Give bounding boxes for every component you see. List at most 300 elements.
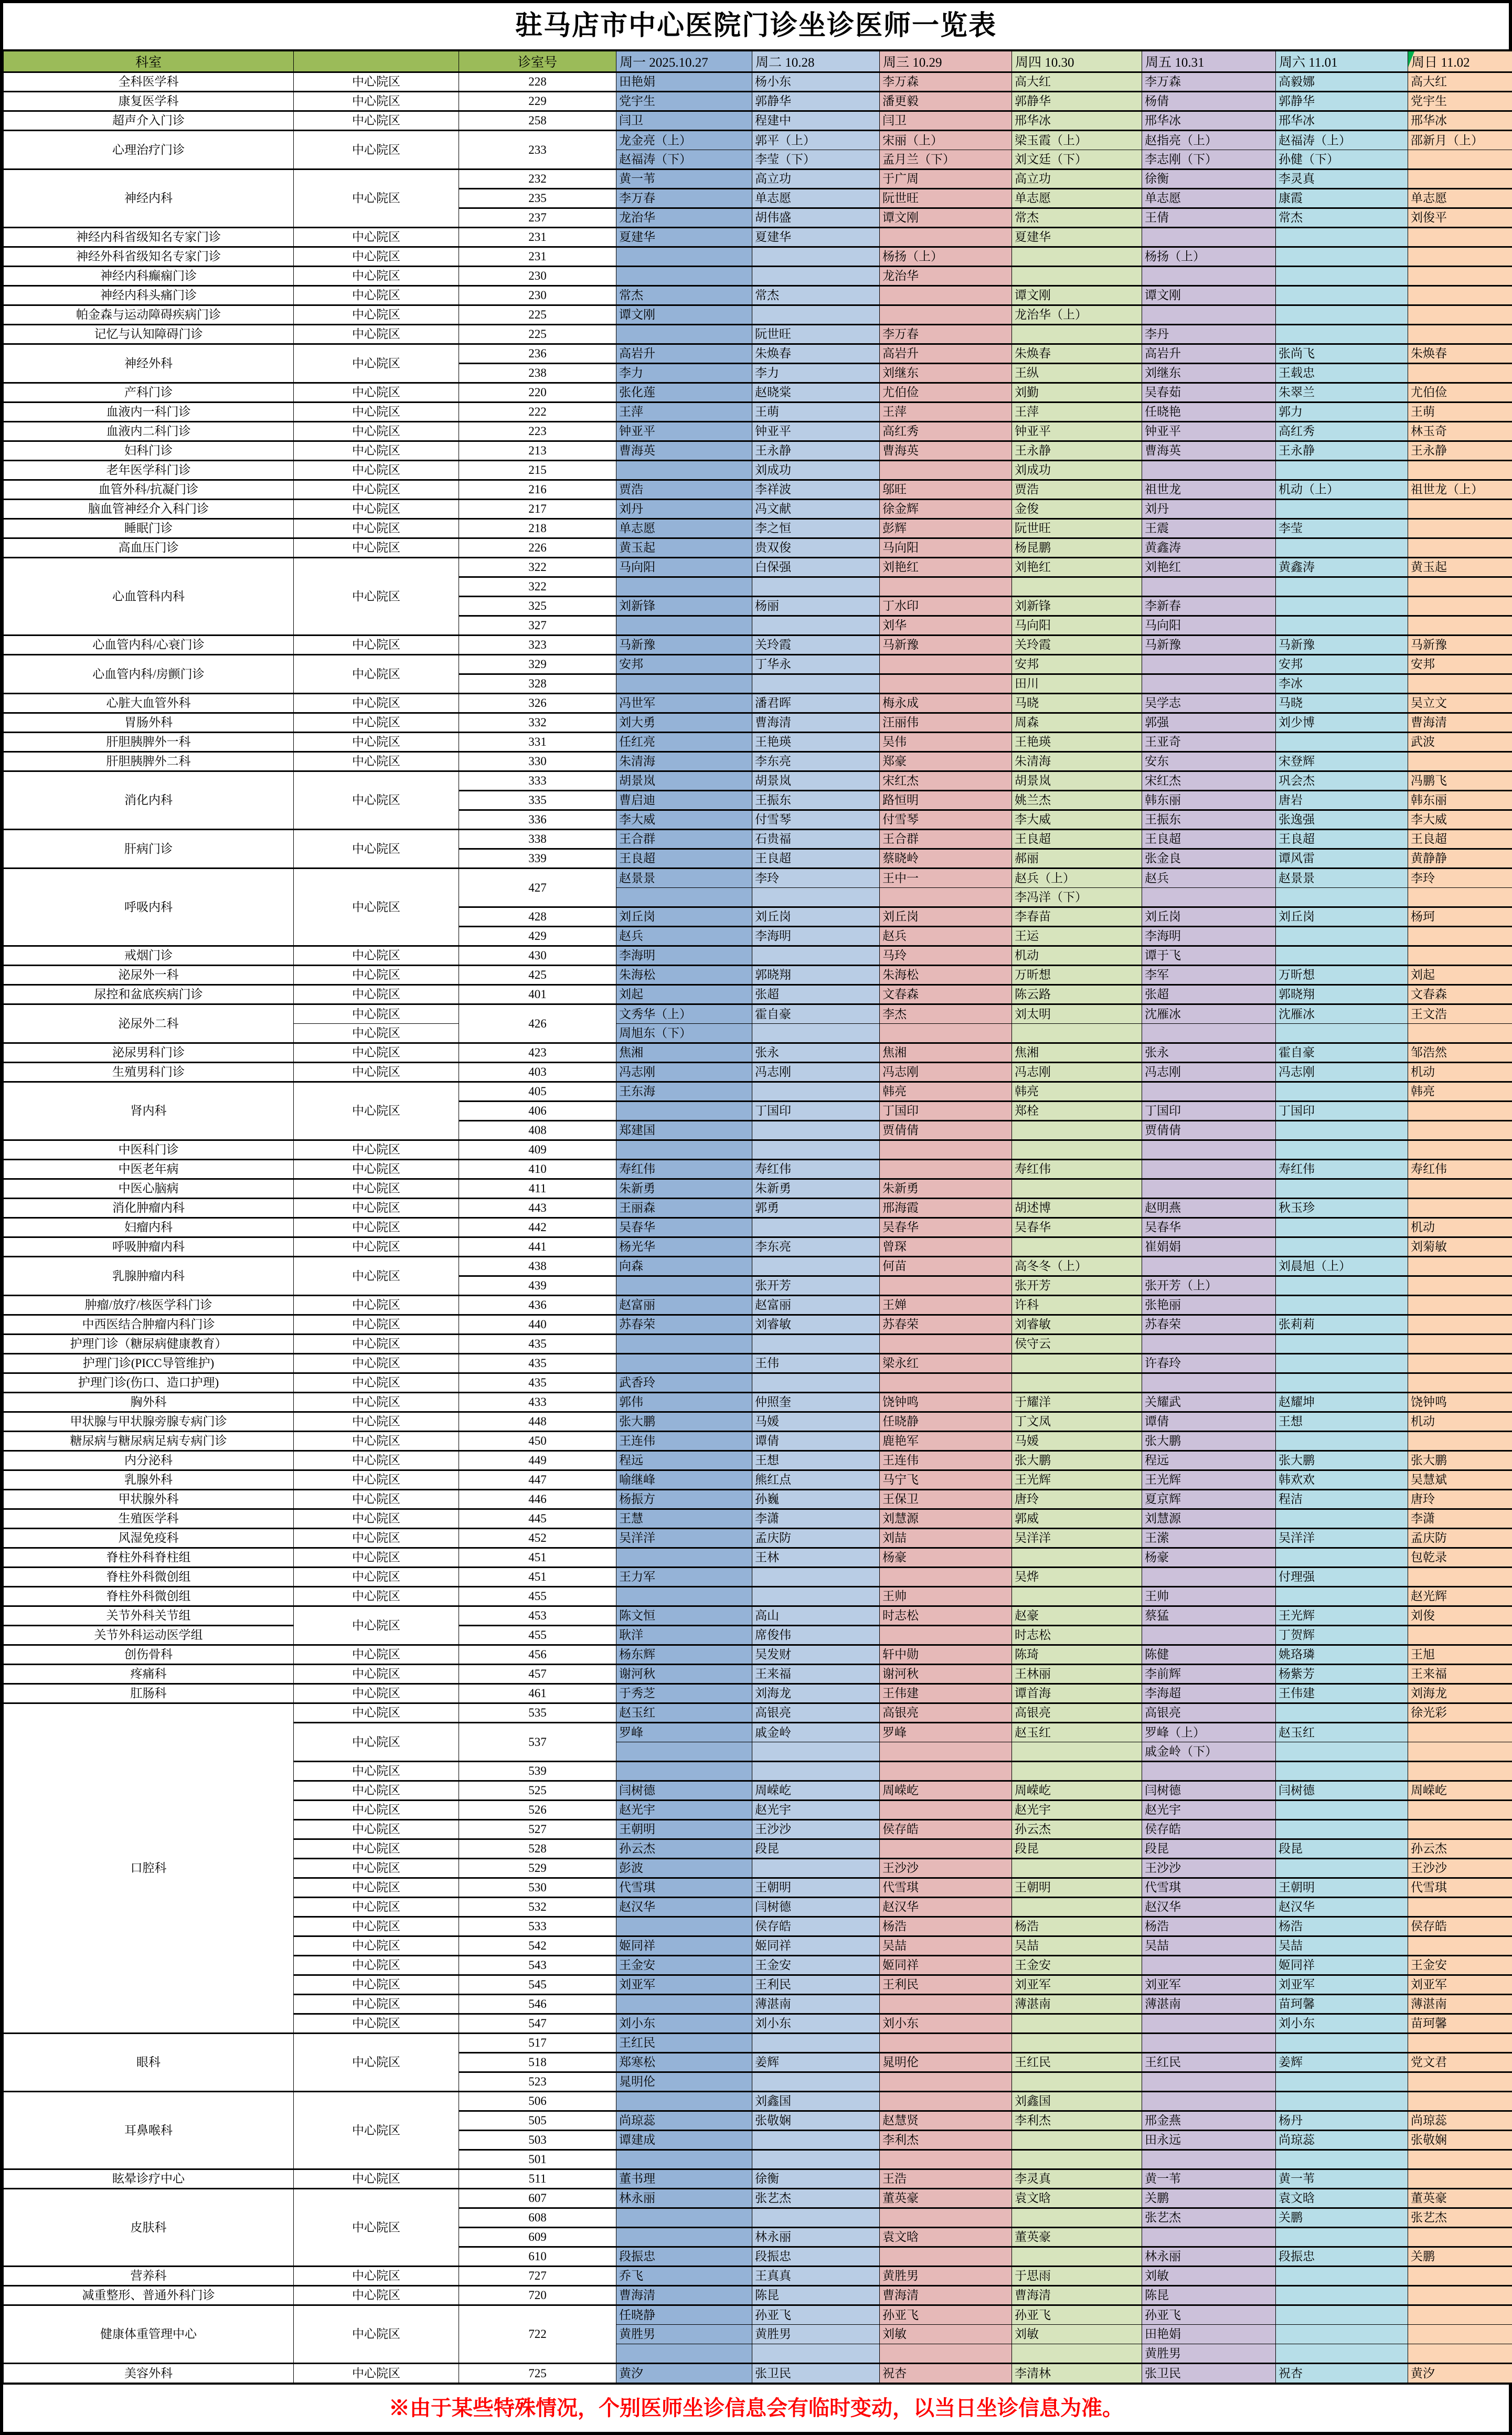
- dept-cell: 记忆与认知障碍门诊: [4, 325, 294, 344]
- schedule-cell: 李之恒: [752, 519, 880, 538]
- schedule-cell: 祝杏: [880, 2364, 1012, 2383]
- schedule-cell: 程远: [1142, 1451, 1276, 1470]
- schedule-cell: 吴洋洋: [1012, 1529, 1142, 1548]
- room-cell: 213: [459, 441, 616, 461]
- table-row: [4, 1004, 1512, 1024]
- schedule-cell: 尚琼蕊: [1276, 2131, 1408, 2150]
- schedule-cell: [616, 1587, 752, 1606]
- schedule-cell: 王倩: [1142, 208, 1276, 228]
- table-row: [4, 1218, 1512, 1237]
- schedule-cell: 尚琼蕊: [1408, 2111, 1512, 2131]
- dept-cell: 血液内二科门诊: [4, 422, 294, 441]
- schedule-cell: 吴喆: [1012, 1936, 1142, 1956]
- room-cell: 539: [459, 1762, 616, 1781]
- schedule-cell: [1276, 1296, 1408, 1315]
- schedule-cell: 高大红: [1408, 72, 1512, 92]
- schedule-cell: [1408, 2092, 1512, 2111]
- table-row: [4, 1237, 1512, 1257]
- schedule-cell: 陈云路: [1012, 985, 1142, 1004]
- schedule-cell: 马媛: [1012, 1432, 1142, 1451]
- schedule-cell: 王良超: [1276, 830, 1408, 849]
- table-row: [4, 1587, 1512, 1606]
- schedule-cell: 丁国印: [752, 1102, 880, 1121]
- room-cell: 518: [459, 2053, 616, 2072]
- table-row: [4, 2189, 1512, 2208]
- schedule-cell: 陈文恒: [616, 1606, 752, 1626]
- room-cell: 722: [459, 2305, 616, 2364]
- schedule-cell: 王朝明: [752, 1878, 880, 1898]
- schedule-cell: 马向阳: [1142, 616, 1276, 636]
- schedule-cell: 谭于飞: [1142, 946, 1276, 966]
- schedule-cell: 谭倩: [752, 1432, 880, 1451]
- campus-cell: 中心院区: [294, 1257, 459, 1296]
- schedule-cell: 周嵘屹: [752, 1781, 880, 1801]
- room-cell: 453: [459, 1606, 616, 1626]
- table-row: [4, 2092, 1512, 2111]
- campus-cell: 中心院区: [294, 383, 459, 403]
- schedule-cell: 阮世旺: [752, 325, 880, 344]
- schedule-cell: [1276, 597, 1408, 616]
- schedule-cell: [1408, 267, 1512, 286]
- room-cell: 608: [459, 2208, 616, 2228]
- schedule-cell: 刘新锋: [1012, 597, 1142, 616]
- room-cell: 329: [459, 655, 616, 674]
- schedule-cell: 王帅: [880, 1587, 1012, 1606]
- schedule-cell: 常杰: [1276, 208, 1408, 228]
- table-row: [4, 344, 1512, 364]
- schedule-cell: 杨丽: [752, 597, 880, 616]
- schedule-cell: [616, 2092, 752, 2111]
- schedule-cell: 刘成功: [1012, 461, 1142, 480]
- dept-cell: 肝病门诊: [4, 830, 294, 869]
- room-cell: 446: [459, 1490, 616, 1509]
- schedule-cell: [1276, 325, 1408, 344]
- column-header-campus: [294, 51, 459, 72]
- schedule-cell: 武香玲: [616, 1373, 752, 1393]
- schedule-cell: [1142, 305, 1276, 325]
- schedule-cell: 许科: [1012, 1296, 1142, 1315]
- schedule-cell: 苗珂馨: [1408, 2014, 1512, 2034]
- schedule-cell: 吴发财: [752, 1645, 880, 1665]
- schedule-cell: 田永远: [1142, 2131, 1276, 2150]
- table-row: [4, 636, 1512, 655]
- schedule-cell: 党宇生: [1408, 92, 1512, 111]
- campus-cell: 中心院区: [294, 2305, 459, 2364]
- schedule-cell: 胡景岚: [1012, 771, 1142, 791]
- schedule-cell: 张永: [1142, 1043, 1276, 1063]
- schedule-cell: 孟庆防: [1408, 1529, 1512, 1548]
- schedule-cell: [1276, 1820, 1408, 1839]
- schedule-cell: 孙健（下）: [1276, 150, 1408, 170]
- room-cell: 327: [459, 616, 616, 636]
- schedule-cell: 李大威: [1012, 810, 1142, 830]
- schedule-cell: 王朝明: [1012, 1878, 1142, 1898]
- schedule-cell: 刘丘岗: [752, 907, 880, 927]
- dept-cell: 护理门诊(PICC导管维护): [4, 1354, 294, 1373]
- room-cell: 229: [459, 92, 616, 111]
- schedule-cell: 吴烨: [1012, 1568, 1142, 1587]
- schedule-cell: [1012, 1587, 1142, 1606]
- campus-cell: 中心院区: [294, 1063, 459, 1082]
- schedule-cell: 刘喆: [880, 1529, 1012, 1548]
- schedule-cell: [880, 305, 1012, 325]
- schedule-cell: 王红民: [1012, 2053, 1142, 2072]
- schedule-cell: 王保卫: [880, 1490, 1012, 1509]
- schedule-cell: 安邦: [1276, 655, 1408, 674]
- table-row: [4, 733, 1512, 752]
- schedule-cell: [880, 1335, 1012, 1354]
- schedule-cell: 闫树德: [1276, 1781, 1408, 1801]
- dept-cell: 心理治疗门诊: [4, 131, 294, 170]
- table-row: [4, 1082, 1512, 1102]
- schedule-cell: 尤伯俭: [1408, 383, 1512, 403]
- schedule-cell: 关玲霞: [1012, 636, 1142, 655]
- campus-cell: 中心院区: [294, 461, 459, 480]
- schedule-cell: 刘亚军: [1408, 1975, 1512, 1995]
- room-cell: 216: [459, 480, 616, 500]
- dept-cell: 心脏大血管外科: [4, 694, 294, 713]
- schedule-cell: [616, 888, 752, 907]
- campus-cell: 中心院区: [294, 1315, 459, 1335]
- schedule-cell: 杨豪: [880, 1548, 1012, 1568]
- schedule-cell: 机动: [1012, 946, 1142, 966]
- schedule-cell: [1408, 616, 1512, 636]
- schedule-cell: [880, 2034, 1012, 2053]
- schedule-cell: 李军: [1142, 966, 1276, 985]
- schedule-cell: [1408, 1024, 1512, 1043]
- schedule-cell: 郭力: [1276, 403, 1408, 422]
- schedule-cell: [616, 1917, 752, 1936]
- schedule-cell: 于思雨: [1012, 2267, 1142, 2286]
- schedule-cell: 代雪琪: [1142, 1878, 1276, 1898]
- schedule-cell: 王金安: [616, 1956, 752, 1975]
- schedule-cell: 刘睿敏: [752, 1315, 880, 1335]
- schedule-cell: [1408, 1626, 1512, 1645]
- campus-cell: 中心院区: [294, 2286, 459, 2305]
- table-row: [4, 1529, 1512, 1548]
- schedule-cell: 高立功: [752, 170, 880, 189]
- schedule-cell: 赵明燕: [1142, 1199, 1276, 1218]
- schedule-cell: 马晓: [1012, 694, 1142, 713]
- room-cell: 226: [459, 538, 616, 558]
- room-cell: 230: [459, 286, 616, 305]
- campus-cell: 中心院区: [294, 1956, 459, 1975]
- schedule-cell: [1408, 2150, 1512, 2169]
- schedule-cell: 王帅: [1142, 1587, 1276, 1606]
- table-row: [4, 1043, 1512, 1063]
- schedule-cell: 刘小东: [752, 2014, 880, 2034]
- schedule-cell: 邵新月（上）: [1408, 131, 1512, 150]
- schedule-cell: 段振忠: [1276, 2247, 1408, 2267]
- room-cell: 322: [459, 558, 616, 577]
- schedule-cell: 李海超: [1142, 1684, 1276, 1703]
- schedule-cell: 杨豪: [1142, 1548, 1276, 1568]
- schedule-cell: 王良超: [1408, 830, 1512, 849]
- schedule-cell: [880, 286, 1012, 305]
- schedule-cell: 冯志刚: [1276, 1063, 1408, 1082]
- room-cell: 535: [459, 1703, 616, 1723]
- schedule-cell: [1276, 1742, 1408, 1762]
- schedule-cell: 李玲: [1408, 869, 1512, 888]
- room-cell: 228: [459, 72, 616, 92]
- room-cell: 445: [459, 1509, 616, 1529]
- schedule-cell: [1276, 927, 1408, 946]
- schedule-cell: 李大威: [616, 810, 752, 830]
- campus-cell: 中心院区: [294, 1820, 459, 1839]
- schedule-cell: 郭静华: [1012, 92, 1142, 111]
- schedule-cell: 李春苗: [1012, 907, 1142, 927]
- schedule-cell: 周森: [1012, 713, 1142, 733]
- schedule-cell: 周旭东（下）: [616, 1024, 752, 1043]
- schedule-cell: [1012, 1859, 1142, 1878]
- room-cell: 440: [459, 1315, 616, 1335]
- schedule-cell: 王纵: [1012, 364, 1142, 383]
- schedule-cell: 耿洋: [616, 1626, 752, 1645]
- campus-cell: 中心院区: [294, 2267, 459, 2286]
- room-cell: 258: [459, 111, 616, 131]
- schedule-cell: [1276, 1121, 1408, 1140]
- dept-cell: 睡眠门诊: [4, 519, 294, 538]
- schedule-cell: [1408, 946, 1512, 966]
- room-cell: 725: [459, 2364, 616, 2383]
- schedule-cell: 苏春荣: [1142, 1315, 1276, 1335]
- schedule-cell: 安邦: [616, 655, 752, 674]
- room-cell: 545: [459, 1975, 616, 1995]
- schedule-cell: 李东亮: [752, 752, 880, 771]
- schedule-cell: 机动: [1408, 1412, 1512, 1432]
- table-row: [4, 1548, 1512, 1568]
- schedule-cell: 宋红杰: [880, 771, 1012, 791]
- schedule-cell: [616, 577, 752, 597]
- schedule-cell: 关鹏: [1142, 2189, 1276, 2208]
- schedule-cell: [1276, 2344, 1408, 2364]
- campus-cell: 中心院区: [294, 752, 459, 771]
- schedule-cell: 王艳瑛: [752, 733, 880, 752]
- schedule-cell: 杨珂: [1408, 907, 1512, 927]
- room-cell: 609: [459, 2228, 616, 2247]
- schedule-cell: 刘勤: [1012, 383, 1142, 403]
- schedule-cell: 朱新勇: [880, 1179, 1012, 1199]
- room-cell: 532: [459, 1898, 616, 1917]
- room-cell: 408: [459, 1121, 616, 1140]
- schedule-cell: 李清林: [1012, 2364, 1142, 2383]
- schedule-cell: 王运: [1012, 927, 1142, 946]
- schedule-cell: 赵景景: [1276, 869, 1408, 888]
- schedule-cell: 刘丘岗: [616, 907, 752, 927]
- schedule-cell: 吴春华: [880, 1218, 1012, 1237]
- schedule-cell: 李东亮: [752, 1237, 880, 1257]
- schedule-cell: 马新豫: [880, 636, 1012, 655]
- schedule-cell: 王想: [1276, 1412, 1408, 1432]
- schedule-cell: 王永静: [752, 441, 880, 461]
- schedule-cell: 王光辉: [1142, 1470, 1276, 1490]
- schedule-cell: 王金安: [1012, 1956, 1142, 1975]
- schedule-cell: 侯守云: [1012, 1335, 1142, 1354]
- schedule-cell: 吴春华: [1142, 1218, 1276, 1237]
- schedule-cell: 刘继东: [1142, 364, 1276, 383]
- schedule-cell: [1012, 2014, 1142, 2034]
- schedule-cell: [1012, 2247, 1142, 2267]
- room-cell: 526: [459, 1801, 616, 1820]
- day-header-5: 周五 10.31: [1142, 51, 1276, 72]
- schedule-cell: 任晓静: [616, 2305, 752, 2325]
- table-row: [4, 305, 1512, 325]
- schedule-cell: 关玲霞: [752, 636, 880, 655]
- table-row: [4, 2034, 1512, 2053]
- schedule-cell: 李大威: [1408, 810, 1512, 830]
- schedule-cell: 王亚奇: [1142, 733, 1276, 752]
- schedule-cell: [752, 2344, 880, 2364]
- schedule-cell: 韩亮: [1408, 1082, 1512, 1102]
- schedule-cell: [1276, 2228, 1408, 2247]
- schedule-cell: 刘亚军: [1012, 1975, 1142, 1995]
- schedule-cell: [1408, 674, 1512, 694]
- schedule-cell: 段振忠: [752, 2247, 880, 2267]
- schedule-cell: 万昕想: [1012, 966, 1142, 985]
- schedule-cell: 朱新勇: [752, 1179, 880, 1199]
- schedule-cell: 祖世龙（上）: [1408, 480, 1512, 500]
- table-row: [4, 111, 1512, 131]
- schedule-cell: [880, 1140, 1012, 1160]
- schedule-cell: [616, 1354, 752, 1373]
- table-row: [4, 72, 1512, 92]
- campus-cell: 中心院区: [294, 2034, 459, 2092]
- schedule-cell: [752, 2034, 880, 2053]
- table-row: [4, 1140, 1512, 1160]
- schedule-cell: 王载忠: [1276, 364, 1408, 383]
- schedule-cell: [616, 2228, 752, 2247]
- campus-cell: 中心院区: [294, 441, 459, 461]
- column-header-room: 诊室号: [459, 51, 616, 72]
- room-cell: 430: [459, 946, 616, 966]
- schedule-cell: 彭辉: [880, 519, 1012, 538]
- dept-cell: 脊柱外科微创组: [4, 1587, 294, 1606]
- schedule-cell: 刘丘岗: [880, 907, 1012, 927]
- schedule-cell: 林永丽: [1142, 2247, 1276, 2267]
- schedule-cell: 谭文刚: [1142, 286, 1276, 305]
- schedule-cell: [752, 577, 880, 597]
- schedule-cell: 任晓艳: [1142, 403, 1276, 422]
- schedule-cell: [880, 461, 1012, 480]
- dept-cell: 生殖医学科: [4, 1509, 294, 1529]
- room-cell: 503: [459, 2131, 616, 2150]
- room-cell: 525: [459, 1781, 616, 1801]
- schedule-cell: 时志松: [1012, 1626, 1142, 1645]
- campus-cell: 中心院区: [294, 1917, 459, 1936]
- room-cell: 439: [459, 1276, 616, 1296]
- schedule-cell: 程洁: [1276, 1490, 1408, 1509]
- schedule-cell: 刘丹: [616, 500, 752, 519]
- campus-cell: 中心院区: [294, 344, 459, 383]
- schedule-cell: 刘海龙: [752, 1684, 880, 1703]
- room-cell: 332: [459, 713, 616, 733]
- schedule-cell: 刘华: [880, 616, 1012, 636]
- schedule-cell: [1012, 2150, 1142, 2169]
- table-row: [4, 267, 1512, 286]
- day-header-2: 周二 10.28: [752, 51, 880, 72]
- schedule-cell: 黄一苇: [616, 170, 752, 189]
- schedule-cell: [1408, 1898, 1512, 1917]
- schedule-cell: 李灵真: [1012, 2169, 1142, 2189]
- schedule-cell: [616, 461, 752, 480]
- schedule-cell: 武波: [1408, 733, 1512, 752]
- schedule-cell: 刘晨旭（上）: [1276, 1257, 1408, 1276]
- room-cell: 401: [459, 985, 616, 1004]
- schedule-cell: 席俊伟: [752, 1626, 880, 1645]
- schedule-cell: 丁国印: [1142, 1102, 1276, 1121]
- room-cell: 441: [459, 1237, 616, 1257]
- schedule-cell: 霍自豪: [1276, 1043, 1408, 1063]
- dept-cell: 关节外科运动医学组: [4, 1626, 294, 1645]
- campus-cell: 中心院区: [294, 1995, 459, 2014]
- schedule-cell: 曹海清: [1012, 2286, 1142, 2305]
- room-cell: 426: [459, 1004, 616, 1043]
- schedule-cell: 王朝明: [616, 1820, 752, 1839]
- room-cell: 231: [459, 247, 616, 267]
- schedule-cell: 曹海清: [752, 713, 880, 733]
- schedule-cell: 王连伟: [616, 1432, 752, 1451]
- schedule-cell: 郭晓翔: [752, 966, 880, 985]
- schedule-cell: [1276, 1140, 1408, 1160]
- room-cell: 238: [459, 364, 616, 383]
- schedule-cell: 吴立文: [1408, 694, 1512, 713]
- dept-cell: 产科门诊: [4, 383, 294, 403]
- schedule-cell: 胡伟盛: [752, 208, 880, 228]
- schedule-cell: 郭伟: [616, 1393, 752, 1412]
- schedule-cell: 王利民: [752, 1975, 880, 1995]
- schedule-cell: [752, 2150, 880, 2169]
- schedule-cell: 闫树德: [1142, 1781, 1276, 1801]
- campus-cell: 中心院区: [294, 1781, 459, 1801]
- schedule-cell: 杨浩: [880, 1917, 1012, 1936]
- campus-cell: 中心院区: [294, 480, 459, 500]
- campus-cell: 中心院区: [294, 1839, 459, 1859]
- schedule-cell: [1012, 1121, 1142, 1140]
- schedule-cell: 赵晓棠: [752, 383, 880, 403]
- room-cell: 435: [459, 1335, 616, 1354]
- schedule-cell: [1276, 247, 1408, 267]
- schedule-cell: 刘海龙: [1408, 1684, 1512, 1703]
- schedule-cell: 王良超: [752, 849, 880, 869]
- schedule-cell: 邢海霞: [880, 1199, 1012, 1218]
- schedule-cell: 赵慧贤: [880, 2111, 1012, 2131]
- table-row: [4, 966, 1512, 985]
- table-row: [4, 655, 1512, 674]
- schedule-cell: 王慧: [616, 1509, 752, 1529]
- table-row: [4, 92, 1512, 111]
- table-row: [4, 869, 1512, 888]
- schedule-cell: 闫卫: [616, 111, 752, 131]
- schedule-cell: 李海明: [1142, 927, 1276, 946]
- schedule-cell: 姜辉: [752, 2053, 880, 2072]
- schedule-cell: [616, 2208, 752, 2228]
- schedule-cell: [1142, 2228, 1276, 2247]
- schedule-cell: 闫树德: [616, 1781, 752, 1801]
- campus-cell: 中心院区: [294, 636, 459, 655]
- schedule-cell: [1408, 2286, 1512, 2305]
- schedule-cell: 王连伟: [880, 1451, 1012, 1470]
- schedule-cell: 文秀华（上）: [616, 1004, 752, 1024]
- schedule-cell: [752, 1859, 880, 1878]
- dept-cell: 糖尿病与糖尿病足病专病门诊: [4, 1432, 294, 1451]
- schedule-cell: 王萍: [616, 403, 752, 422]
- schedule-cell: 王来福: [1408, 1665, 1512, 1684]
- schedule-cell: 姬同祥: [752, 1936, 880, 1956]
- schedule-cell: [1408, 1276, 1512, 1296]
- schedule-cell: 高岩升: [1142, 344, 1276, 364]
- schedule-cell: 李潇: [1408, 1509, 1512, 1529]
- schedule-cell: 姜辉: [1276, 2053, 1408, 2072]
